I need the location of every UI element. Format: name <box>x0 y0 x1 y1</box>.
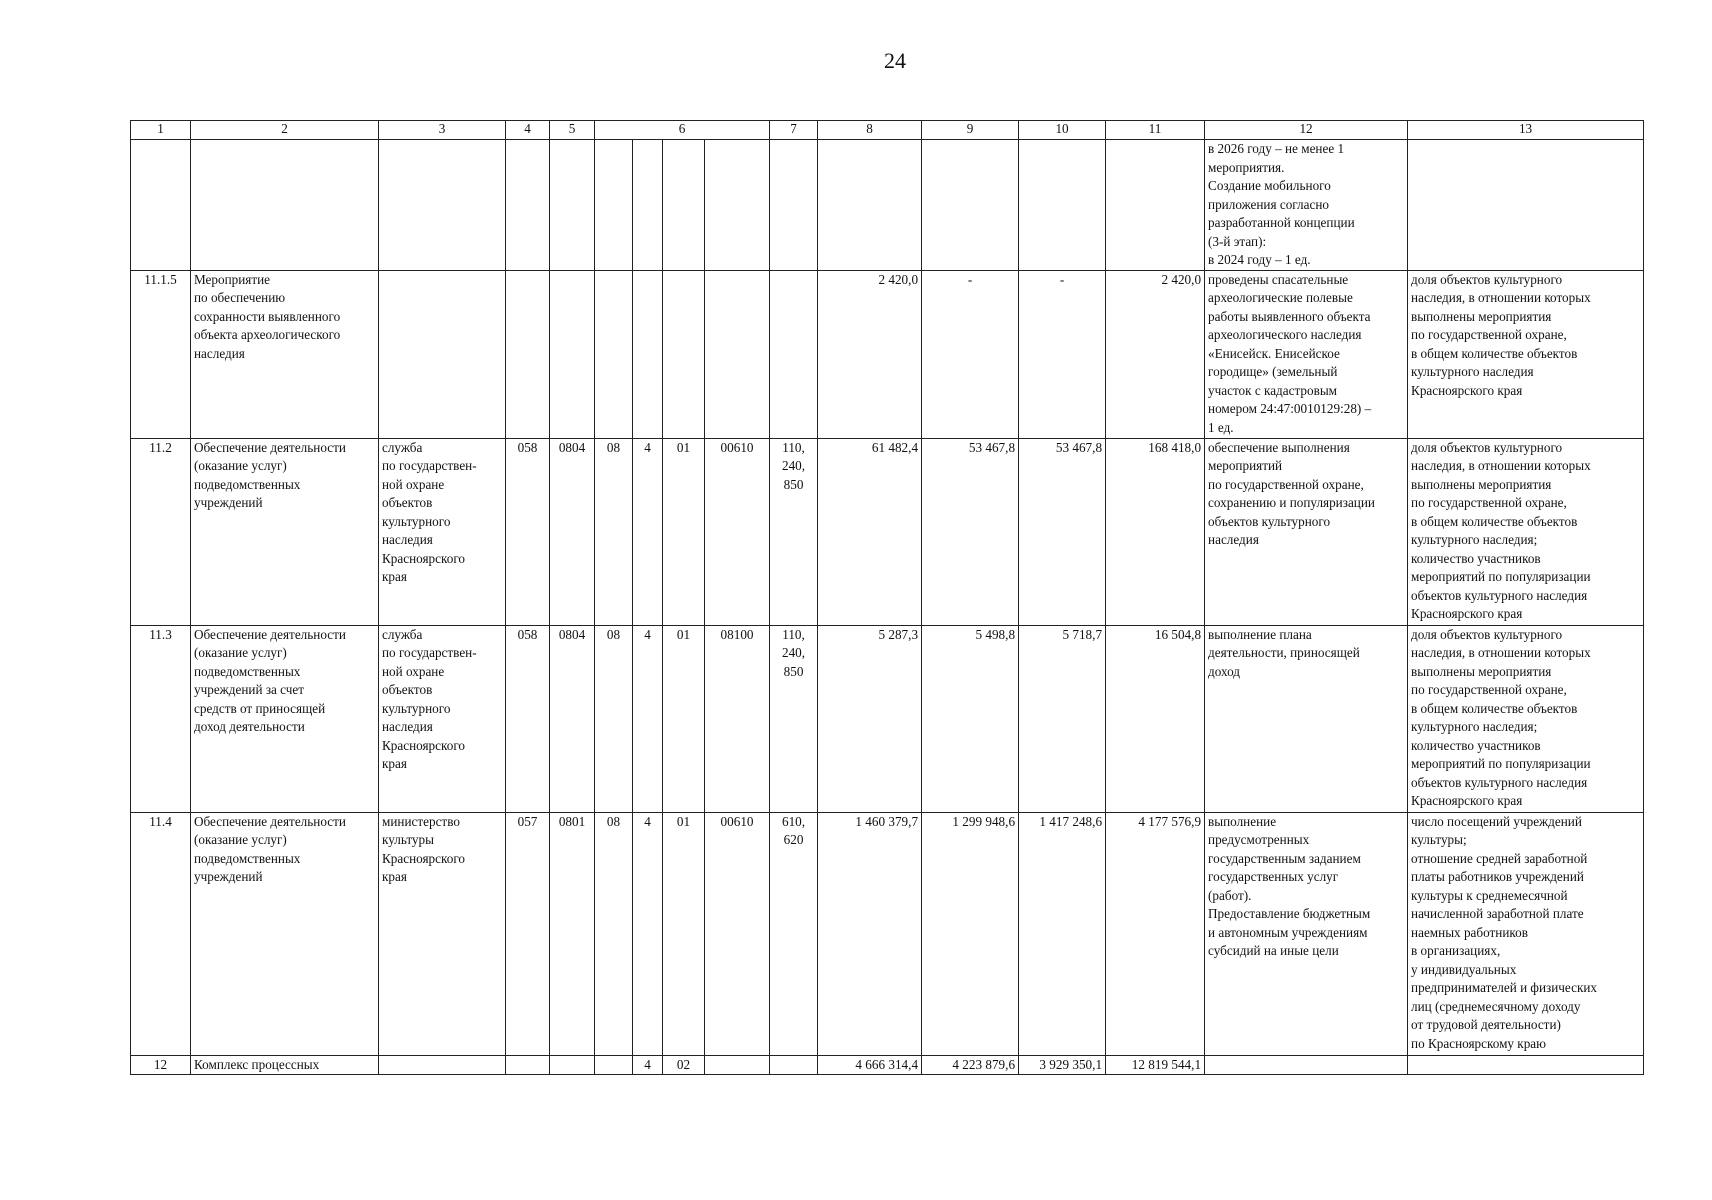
header-cell: 10 <box>1019 121 1106 140</box>
table-row <box>131 625 1644 812</box>
row-number: 11.2 <box>131 438 191 625</box>
row-number: 11.4 <box>131 812 191 1055</box>
event-name: Мероприятие по обеспечению сохранности выявленного объекта археологического наследия <box>191 270 379 438</box>
header-cell: 12 <box>1205 121 1408 140</box>
amount-2024: 61 482,4 <box>818 438 922 625</box>
amount-total: 4 177 576,9 <box>1106 812 1205 1055</box>
row-number: 11.3 <box>131 625 191 812</box>
page-number: 24 <box>884 48 906 73</box>
event-name: Обеспечение деятельности (оказание услуг) подведомственных учреждений <box>191 438 379 625</box>
amount-2026: 1 417 248,6 <box>1019 812 1106 1055</box>
header-cell: 13 <box>1408 121 1644 140</box>
vr-code: 110, 240, 850 <box>770 625 818 812</box>
csr-part-2: 4 <box>633 625 663 812</box>
table-row <box>131 812 1644 1055</box>
result-cell: проведены спасательные археологические полевые работы выявленного объекта археологического наследия «Енисейск. Енисейское городище» (земельный участок с кадастровым номером 24:47:0010129:28) – 1 ед. <box>1205 270 1408 438</box>
vr-code <box>770 1055 818 1075</box>
result-cell: обеспечение выполнения мероприятий по государственной охране, сохранению и популяризации объектов культурного наследия <box>1205 438 1408 625</box>
csr-part-3 <box>663 270 705 438</box>
csr-part-3: 01 <box>663 438 705 625</box>
amount-2025: 1 299 948,6 <box>922 812 1019 1055</box>
header-cell: 4 <box>506 121 550 140</box>
executor: служба по государствен- ной охране объектов культурного наследия Красноярского края <box>379 438 506 625</box>
table-row <box>131 270 1644 438</box>
amount-2026: 5 718,7 <box>1019 625 1106 812</box>
indicator-cell: число посещений учреждений культуры; отношение средней заработной платы работников учреждений культуры к среднемесячной начисленной заработной плате наемных работников в организациях, у индивидуальных предпринимателей и физических лиц (среднемесячному доходу от трудовой деятельности) по Красноярскому краю <box>1408 812 1644 1055</box>
amount-total: 16 504,8 <box>1106 625 1205 812</box>
table-row-continuation <box>131 140 1644 271</box>
csr-part-4 <box>705 1055 770 1075</box>
csr-part-4 <box>705 270 770 438</box>
csr-part-2: 4 <box>633 438 663 625</box>
amount-2025: 5 498,8 <box>922 625 1019 812</box>
header-cell: 11 <box>1106 121 1205 140</box>
csr-part-2: 4 <box>633 1055 663 1075</box>
event-name: Комплекс процессных <box>191 1055 379 1075</box>
header-cell: 8 <box>818 121 922 140</box>
amount-2025: - <box>922 270 1019 438</box>
csr-part-4: 00610 <box>705 812 770 1055</box>
indicator-cell <box>1408 1055 1644 1075</box>
amount-2025: 53 467,8 <box>922 438 1019 625</box>
grbs-code: 058 <box>506 625 550 812</box>
result-cell: в 2026 году – не менее 1 мероприятия. Создание мобильного приложения согласно разработанной концепции (3-й этап): в 2024 году – 1 ед. <box>1205 140 1408 271</box>
rzpr-code: 0804 <box>550 438 595 625</box>
table-header-row <box>131 121 1644 140</box>
executor: служба по государствен- ной охране объектов культурного наследия Красноярского края <box>379 625 506 812</box>
header-cell: 7 <box>770 121 818 140</box>
rzpr-code: 0801 <box>550 812 595 1055</box>
row-number: 11.1.5 <box>131 270 191 438</box>
amount-total: 168 418,0 <box>1106 438 1205 625</box>
grbs-code <box>506 270 550 438</box>
csr-part-3: 01 <box>663 812 705 1055</box>
amount-2026: - <box>1019 270 1106 438</box>
csr-part-3: 02 <box>663 1055 705 1075</box>
table-row <box>131 1055 1644 1075</box>
indicator-cell: доля объектов культурного наследия, в отношении которых выполнены мероприятия по государственной охране, в общем количестве объектов культурного наследия; количество участников мероприятий по популяризации объектов культурного наследия Красноярского края <box>1408 625 1644 812</box>
csr-part-1: 08 <box>595 625 633 812</box>
rzpr-code <box>550 1055 595 1075</box>
amount-2025: 4 223 879,6 <box>922 1055 1019 1075</box>
amount-total: 2 420,0 <box>1106 270 1205 438</box>
csr-part-4: 00610 <box>705 438 770 625</box>
amount-2024: 2 420,0 <box>818 270 922 438</box>
rzpr-code: 0804 <box>550 625 595 812</box>
amount-total: 12 819 544,1 <box>1106 1055 1205 1075</box>
amount-2024: 1 460 379,7 <box>818 812 922 1055</box>
amount-2024: 4 666 314,4 <box>818 1055 922 1075</box>
csr-part-2: 4 <box>633 812 663 1055</box>
grbs-code: 058 <box>506 438 550 625</box>
csr-part-1 <box>595 1055 633 1075</box>
grbs-code <box>506 1055 550 1075</box>
vr-code: 610, 620 <box>770 812 818 1055</box>
executor: министерство культуры Красноярского края <box>379 812 506 1055</box>
header-cell: 3 <box>379 121 506 140</box>
rzpr-code <box>550 270 595 438</box>
event-name: Обеспечение деятельности (оказание услуг) подведомственных учреждений <box>191 812 379 1055</box>
program-table <box>130 120 1644 1075</box>
event-name: Обеспечение деятельности (оказание услуг) подведомственных учреждений за счет средств от приносящей доход деятельности <box>191 625 379 812</box>
header-cell: 9 <box>922 121 1019 140</box>
csr-part-1 <box>595 270 633 438</box>
amount-2026: 3 929 350,1 <box>1019 1055 1106 1075</box>
vr-code: 110, 240, 850 <box>770 438 818 625</box>
header-cell: 1 <box>131 121 191 140</box>
indicator-cell: доля объектов культурного наследия, в отношении которых выполнены мероприятия по государственной охране, в общем количестве объектов культурного наследия; количество участников мероприятий по популяризации объектов культурного наследия Красноярского края <box>1408 438 1644 625</box>
executor <box>379 1055 506 1075</box>
row-number: 12 <box>131 1055 191 1075</box>
result-cell <box>1205 1055 1408 1075</box>
csr-part-2 <box>633 270 663 438</box>
result-cell: выполнение предусмотренных государственным заданием государственных услуг (работ). Предоставление бюджетным и автономным учреждениям субсидий на иные цели <box>1205 812 1408 1055</box>
csr-part-1: 08 <box>595 438 633 625</box>
executor <box>379 270 506 438</box>
header-cell: 5 <box>550 121 595 140</box>
header-cell: 2 <box>191 121 379 140</box>
csr-part-3: 01 <box>663 625 705 812</box>
amount-2024: 5 287,3 <box>818 625 922 812</box>
amount-2026: 53 467,8 <box>1019 438 1106 625</box>
result-cell: выполнение плана деятельности, приносящей доход <box>1205 625 1408 812</box>
grbs-code: 057 <box>506 812 550 1055</box>
indicator-cell: доля объектов культурного наследия, в отношении которых выполнены мероприятия по государственной охране, в общем количестве объектов культурного наследия Красноярского края <box>1408 270 1644 438</box>
vr-code <box>770 270 818 438</box>
header-cell: 6 <box>595 121 770 140</box>
csr-part-1: 08 <box>595 812 633 1055</box>
csr-part-4: 08100 <box>705 625 770 812</box>
table-row <box>131 438 1644 625</box>
